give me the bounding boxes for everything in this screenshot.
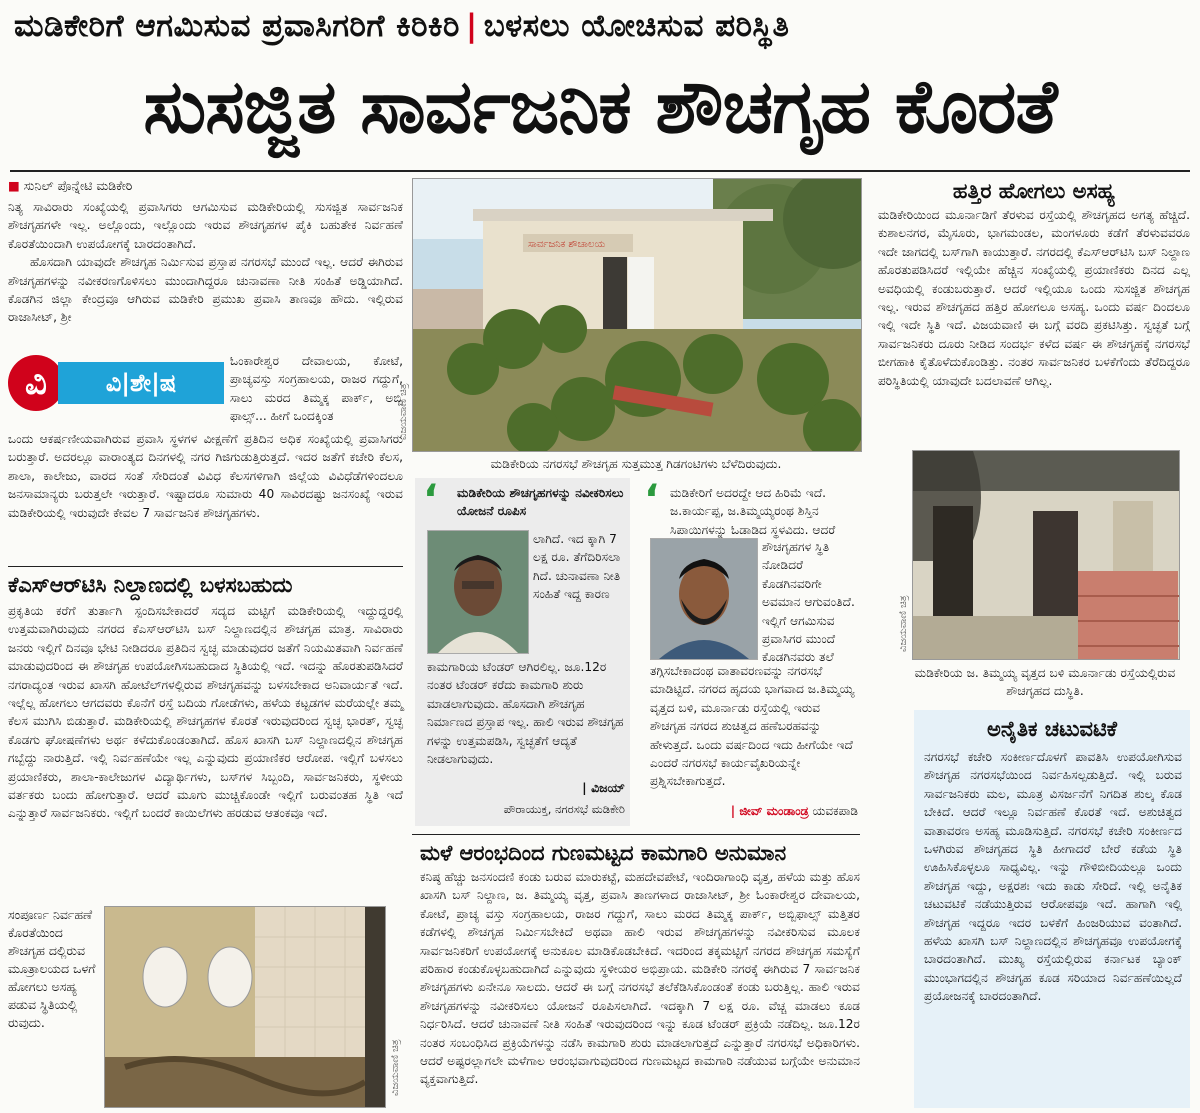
byline — [8, 178, 403, 200]
col1-intro — [8, 198, 403, 348]
col1-subhead: ಕೆಎಸ್‌ಆರ್‌ಟಿಸಿ ನಿಲ್ದಾಣದಲ್ಲಿ ಬಳಸಬಹುದು — [8, 573, 293, 597]
quote-mark-icon: ‘ — [423, 477, 439, 523]
quote-1-role: ಪೌರಾಯುಕ್ತ, ನಗರಸಭೆ ಮಡಿಕೇರಿ — [503, 802, 625, 816]
right-paragraph-2: ನಗರಸಭೆ ಕಚೇರಿ ಸಂಕೀರ್ಣದೊಳಗೆ ಪಾವತಿಸಿ ಉಪಯೋಗಿಸುವ ಶೌಚಗೃಹ ನಗರಸಭೆಯಿಂದ ನಿರ್ವಹಿಸಲ್ಪಡುತ್ತಿದೆ. ಇಲ್ಲಿ ಬರುವ ಸಾರ್ವಜನಿಕರು ಮಲ, ಮೂತ್ರ ವಿಸರ್ಜನೆಗೆ ನಿಗದಿತ ಶುಲ್ಕ ಕೊಡ ಬೇಕಿದೆ. ಆದರೆ ಇಲ್ಲೂ ನಿರ್ವಹಣೆ ಕೊರತೆ ಇದೆ. ಅಶುಚಿತ್ವದ ವಾತಾವರಣ ಅಸಹ್ಯ ಮೂಡಿಸುತ್ತಿದೆ. ನಗರಸಭೆ ಕಚೇರಿ ಸಂಕೀರ್ಣದ ಒಳಗಿರುವ ಶೌಚಗೃಹದ ಸ್ಥಿತಿ ಹೀಗಾದರೆ ಬೇರೆ ಕಡೆಯ ಸ್ಥಿತಿ ಊಹಿಸಿಕೊಳ್ಳಲೂ ಸಾಧ್ಯವಿಲ್ಲ. ಇನ್ನು ಗೌಳಿಬೀದಿಯಲ್ಲೂ ಒಂದು ಶೌಚಗೃಹ ಇದ್ದು, ಅಕ್ಷರಶಃ ಇದು ಕಾಡು ಸೇರಿದೆ. ಇಲ್ಲಿ ಅನೈತಿಕ ಚಟುವಟಿಕೆ ನಡೆಯುತ್ತಿರುವ ಆರೋಪವೂ ಇದೆ. ಹಾಗಾಗಿ ಇಲ್ಲಿ ಶೌಚಗೃಹ ಇದ್ದರೂ ಇದರ ಬಳಕೆಗೆ ಹಿಂಜರಿಯುವ ವಂತಾಗಿದೆ. ಹಳೆಯ ಖಾಸಗಿ ಬಸ್ ನಿಲ್ದಾಣದಲ್ಲಿನ ಶೌಚಗೃಹವೂ ಉಪಯೋಗಕ್ಕೆ ಬಾರದಂತಾಗಿದೆ. ಮುಖ್ಯ ರಸ್ತೆಯಲ್ಲಿರುವ ಕರ್ನಾಟಕ ಬ್ಯಾಂಕ್ ಮುಂಭಾಗದಲ್ಲಿನ ಶೌಚಗೃಹ ಕೂಡ ಸರಿಯಾದ ನಿರ್ವಹಣೆಯಿಲ್ಲದೆ ಪ್ರಯೋಜನಕ್ಕೆ ಬಾರದಂತಾಗಿದೆ. — [924, 750, 1182, 1004]
vishesha-badge — [8, 352, 224, 414]
right-photo-caption: ಮಡಿಕೇರಿಯ ಜ. ತಿಮ್ಮಯ್ಯ ವೃತ್ತದ ಬಳಿ ಮೂರ್ನಾಡು ರಸ್ತೆಯಲ್ಲಿರುವ ಶೌಚಗೃಹದ ದುಸ್ಥಿತಿ. — [914, 666, 1176, 698]
badge-letter: ವಿ — [8, 355, 64, 411]
quote-2-name: | ಜೀವ್ ಮಂಡಾಂಡ್ರ — [730, 804, 809, 818]
center-rule — [412, 834, 860, 835]
urinal-photo-caption: ಸಂಪೂರ್ಣ ನಿರ್ವಹಣೆ ಕೊರತೆಯಿಂದ ಶೌಚಗೃಹ ದಲ್ಲಿರುವ ಮೂತ್ರಾಲಯದ ಒಳಗೆ ಹೋಗಲು ಅಸಹ್ಯ ಪಡುವ ಸ್ಥಿತಿಯಲ್ಲಿ ರುವುದು. — [8, 907, 96, 1030]
kicker-separator: | — [465, 8, 478, 44]
right-subhead-2: ಅನೈತಿಕ ಚಟುವಟಿಕೆ — [987, 717, 1117, 741]
toilet-sign-text: ಸಾರ್ವಜನಿಕ ಶೌಚಾಲಯ — [528, 239, 606, 250]
quote-box-citizen — [640, 478, 860, 826]
quote-1-body: ಕಾಮಗಾರಿಯ ಟೆಂಡರ್ ಆಗಿರಲಿಲ್ಲ. ಜೂ.12ರ ನಂತರ ಟೆಂಡರ್ ಕರೆದು ಕಾಮಗಾರಿ ಶುರು ಮಾಡಲಾಗುವುದು. ಹೊಸದಾಗಿ ಶೌಚಗೃಹ ನಿರ್ಮಾಣದ ಪ್ರಸ್ತಾಪ ಇಲ್ಲ. ಹಾಲಿ ಇರುವ ಶೌಚಗೃಹ ಗಳನ್ನು ಉತ್ತಮಪಡಿಸಿ, ಸ್ವಚ್ಛತೆಗೆ ಆದ್ಯತೆ ನೀಡಲಾಗುವುದು. — [427, 660, 624, 767]
quote-box-commissioner — [415, 478, 630, 826]
kicker-left: ಮಡಿಕೇರಿಗೆ ಆಗಮಿಸುವ ಪ್ರವಾಸಿಗರಿಗೆ ಕಿರಿಕಿರಿ — [14, 8, 460, 44]
quote-2-lead: ಮಡಿಕೇರಿಗೆ ಅದರದ್ದೇ ಆದ ಹಿರಿಮೆ ಇದೆ. ಜ.ಕಾರ್ಯಪ್ಪ, ಜ.ತಿಮ್ಮಯ್ಯರಂಥ ಶಿಸ್ತಿನ ಸಿಪಾಯಿಗಳನ್ನು ಓಡಾಡಿದ ಸ್ಥಳವಿದು. ಆದರೆ — [670, 486, 836, 537]
main-toilet-photo — [412, 178, 862, 452]
byline-square-icon: ■ — [8, 178, 20, 193]
urinal-photo-block — [8, 906, 403, 1106]
col1-paragraph-2: ಹೊಸದಾಗಿ ಯಾವುದೇ ಶೌಚಗೃಹ ನಿರ್ಮಿಸುವ ಪ್ರಸ್ತಾಪ ನಗರಸಭೆ ಮುಂದೆ ಇಲ್ಲ. ಆದರೆ ಈಗಿರುವ ಶೌಚಗೃಹಗಳನ್ನು ನವೀಕರಣಗೊಳಿಸಲು ಮುಂದಾಗಿದ್ದರೂ ಚುನಾವಣಾ ನೀತಿ ಸಂಹಿತೆ ಅಡ್ಡಿಯಾಗಿದೆ. ಕೊಡಗಿನ ಜಿಲ್ಲಾ ಕೇಂದ್ರವೂ ಆಗಿರುವ ಮಡಿಕೇರಿ ಪ್ರಮುಖ ಪ್ರವಾಸಿ ತಾಣವೂ ಹೌದು. ಇಲ್ಲಿರುವ ರಾಜಾಸೀಟ್, ಶ್ರೀ — [8, 255, 403, 325]
quote-2-side: ಶೌಚಗೃಹಗಳ ಸ್ಥಿತಿ ನೋಡಿದರೆ ಕೊಡಗಿನವರಿಗೇ ಅವಮಾನ ಆಗುವಂತಿದೆ. ಇಲ್ಲಿಗೆ ಆಗಮಿಸುವ ಪ್ರವಾಸಿಗರ ಮುಂದೆ ಕೊಡಗಿನವರು ತಲೆ — [762, 540, 855, 665]
urinal-photo — [104, 906, 386, 1108]
urinal-photo-image — [105, 907, 385, 1107]
badge-text: ವಿ|ಶೇ|ಷ — [58, 362, 224, 404]
right-subhead-1: ಹತ್ತಿರ ಹೋಗಲು ಅಸಹ್ಯ — [952, 179, 1116, 203]
byline-text: ಸುನಿಲ್ ಪೊನ್ನೇಟಿ ಮಡಿಕೇರಿ — [23, 178, 133, 193]
headline-rule — [10, 170, 1190, 172]
center-subhead: ಮಳೆ ಆರಂಭದಿಂದ ಗುಣಮಟ್ಟದ ಕಾಮಗಾರಿ ಅನುಮಾನ — [420, 841, 787, 865]
main-photo-caption: ಮಡಿಕೇರಿಯ ನಗರಸಭೆ ಶೌಚಗೃಹ ಸುತ್ತಮುತ್ತ ಗಿಡಗಂಟಿಗಳು ಬೆಳೆದಿರುವುದು. — [490, 457, 782, 471]
col1-paragraph-1: ನಿತ್ಯ ಸಾವಿರಾರು ಸಂಖ್ಯೆಯಲ್ಲಿ ಪ್ರವಾಸಿಗರು ಆಗಮಿಸುವ ಮಡಿಕೇರಿಯಲ್ಲಿ ಸುಸಜ್ಜಿತ ಸಾರ್ವಜನಿಕ ಶೌಚಗೃಹಗಳೇ ಇಲ್ಲ. ಅಲ್ಲೊಂದು, ಇಲ್ಲೊಂದು ಇರುವ ಶೌಚಗೃಹಗಳ ಪೈಕಿ ಬಹುತೇಕ ನಿರ್ವಹಣೆ ಕೊರತೆಯಿಂದಾಗಿ ಉಪಯೋಗಕ್ಕೆ ಬಾರದಂತಾಗಿದೆ. — [8, 200, 403, 251]
citizen-portrait-image — [651, 539, 757, 659]
kicker-right: ಬಳಸಲು ಯೋಚಿಸುವ ಪರಿಸ್ಥಿತಿ — [483, 8, 790, 44]
quote-1-name: | ವಿಜಯ್ — [582, 780, 625, 795]
right-photo-credit: ವಿಜಯವಾಣಿ ಚಿತ್ರ — [898, 595, 909, 652]
quote-2-role: ಯವಕಪಾಡಿ — [812, 804, 858, 818]
col1-paragraph-4: ಪ್ರಕೃತಿಯ ಕರೆಗೆ ತುರ್ತಾಗಿ ಸ್ಪಂದಿಸಬೇಕಾದರೆ ಸದ್ಯದ ಮಟ್ಟಿಗೆ ಮಡಿಕೇರಿಯಲ್ಲಿ ಇದ್ದುದ್ದರಲ್ಲಿ ಉತ್ತಮವಾಗಿರುವುದು ನಗರದ ಕೆಎಸ್‌ಆರ್‌ಟಿಸಿ ಬಸ್ ನಿಲ್ದಾಣದಲ್ಲಿನ ಶೌಚಗೃಹ ಮಾತ್ರ. ಸಾವಿರಾರು ಜನರು ಇಲ್ಲಿಗೆ ದಿನವೂ ಭೇಟಿ ನೀಡಿದರೂ ಪ್ರತಿದಿನ ಸ್ವಚ್ಛ ಮಾಡುವುದರ ಜತೆಗೆ ನಿಯಮಿತವಾಗಿ ನಿರ್ವಹಣೆ ಮಾಡುವುದರಿಂದ ಈ ಶೌಚಗೃಹ ಉಪಯೋಗಿಸಬಹುದಾದ ಸ್ಥಿತಿಯಲ್ಲಿ ಇದೆ. ಇದನ್ನು ಹೊರತುಪಡಿಸಿದರೆ ನಗರಾದ್ಯಂತ ಇರುವ ಖಾಸಗಿ ಹೋಟೆಲ್‌ಗಳಲ್ಲಿರುವ ಶೌಚಗೃಹವನ್ನು ಬಳಸಬೇಕಾದ ಅನಿವಾರ್ಯತೆ ಇದೆ. ಇಲ್ಲೆಲ್ಲ ಹೋಗಲು ಆಗದವರು ಕೊನೆಗೆ ರಸ್ತೆ ಬದಿಯ ಗೋಡೆಗಳು, ಹಳೆಯ ಕಟ್ಟಡಗಳ ಮರೆಯಲ್ಲೇ ತಮ್ಮ ಕೆಲಸ ಮುಗಿಸಿ ಬಿಡುತ್ತಾರೆ. ಮಡಿಕೇರಿಯಲ್ಲಿ ಶೌಚಗೃಹಗಳ ಕೊರತೆ ಇರುವುದರಿಂದ ಸ್ವಚ್ಛ ಭಾರತ್, ಸ್ವಚ್ಛ ಕೊಡಗು ಘೋಷಣೆಗಳು ಅರ್ಥ ಕಳೆದುಕೊಂಡಂತಾಗಿದೆ. ಹೊಸ ಖಾಸಗಿ ಬಸ್ ನಿಲ್ದಾಣದಲ್ಲಿನ ಶೌಚಗೃಹ ಗಬ್ಬೆದ್ದು ನಾರುತ್ತಿದೆ. ಇಲ್ಲಿ ನಿರ್ವಹಣೆಯೇ ಇಲ್ಲ ಎನ್ನುವುದು ಪ್ರಯಾಣಿಕರ ಆರೋಪ. ಇಲ್ಲಿಗೆ ಬಳಸಲು ಪ್ರಯಾಣಿಕರು, ಶಾಲಾ-ಕಾಲೇಜುಗಳ ವಿದ್ಯಾರ್ಥಿಗಳು, ಬಸ್‌ಗಳ ಸಿಬ್ಬಂದಿ, ಸಾರ್ವಜನಿಕರು, ಸ್ಥಳೀಯ ವರ್ತಕರು ಬಂದು ಹೋಗುತ್ತಾರೆ. ಆದರೆ ಮೂಗು ಮುಚ್ಚಿಕೊಂಡೇ ಇಲ್ಲಿಗೆ ಬರುವಂತಹ ಸ್ಥಿತಿ ಇದೆ ಎನ್ನುತ್ತಾರೆ ಸಾರ್ವಜನಿಕರು. ಇಲ್ಲಿಗೆ ಬಂದರೆ ಕಾಯಿಲೆಗಳು ಹರಡುವ ಆತಂಕವೂ ಇದೆ. — [8, 604, 403, 821]
quote-1-side: ಲಾಗಿದೆ. ಇದ ಕ್ಕಾಗಿ 7 ಲಕ್ಷ ರೂ. ತೆಗೆದಿರಿಸಲಾ ಗಿದೆ. ಚುನಾವಣಾ ನೀತಿ ಸಂಹಿತೆ ಇದ್ದ ಕಾರಣ — [533, 532, 621, 602]
col1-wrap-text: ಓಂಕಾರೇಶ್ವರ ದೇವಾಲಯ, ಕೋಟೆ, ಪ್ರಾಚ್ಯವಸ್ತು ಸಂಗ್ರಹಾಲಯ, ರಾಜರ ಗದ್ದುಗೆ, ಸಾಲು ಮರದ ತಿಮ್ಮಕ್ಕ ಪಾರ್ಕ್, ಅಬ್ಬಿ ಫಾಲ್ಸ್... ಹೀಗೆ ಒಂದಕ್ಕಿಂತ — [230, 354, 403, 424]
commissioner-portrait-image — [428, 531, 528, 653]
right-toilet-photo — [912, 450, 1180, 660]
citizen-portrait — [650, 538, 758, 660]
quote-2-body: ತಗ್ಗಿಸಬೇಕಾದಂಥ ವಾತಾವರಣವನ್ನು ನಗರಸಭೆ ಮಾಡಿಟ್ಟಿದೆ. ನಗರದ ಹೃದಯ ಭಾಗವಾದ ಜ.ತಿಮ್ಮಯ್ಯ ವೃತ್ತದ ಬಳಿ, ಮೂರ್ನಾಡು ರಸ್ತೆಯಲ್ಲಿ ಇರುವ ಶೌಚಗೃಹ ನಗರದ ಶುಚಿತ್ವದ ಹಣೆಬರಹವನ್ನು ಹೇಳುತ್ತದೆ. ಒಂದು ವರ್ಷದಿಂದ ಇದು ಹೀಗೆಯೇ ಇದೆ ಎಂದರೆ ನಗರಸಭೆ ಕಾರ್ಯವೈಖರಿಯನ್ನೇ ಪ್ರಶ್ನಿಸಬೇಕಾಗುತ್ತದೆ. — [650, 664, 855, 789]
urinal-photo-credit: ವಿಜಯವಾಣಿ ಚಿತ್ರ — [390, 1039, 401, 1096]
right-toilet-photo-image — [913, 451, 1179, 659]
center-paragraph: ಕನಿಷ್ಠ ಹೆಚ್ಚು ಜನಸಂದಣಿ ಕಂಡು ಬರುವ ಮಾರುಕಟ್ಟೆ, ಮಹದೇವಪೇಟೆ, ಇಂದಿರಾಗಾಂಧಿ ವೃತ್ತ, ಹಳೆಯ ಮತ್ತು ಹೊಸ ಖಾಸಗಿ ಬಸ್ ನಿಲ್ದಾಣ, ಜ. ತಿಮ್ಮಯ್ಯ ವೃತ್ತ, ಪ್ರವಾಸಿ ತಾಣಗಳಾದ ರಾಜಾಸೀಟ್, ಶ್ರೀ ಓಂಕಾರೇಶ್ವರ ದೇವಾಲಯ, ಕೋಟೆ, ಪ್ರಾಚ್ಯ ವಸ್ತು ಸಂಗ್ರಹಾಲಯ, ರಾಜರ ಗದ್ದುಗೆ, ಸಾಲು ಮರದ ತಿಮ್ಮಕ್ಕ ಪಾರ್ಕ್, ಅಬ್ಬಿಫಾಲ್ಸ್ ಮತ್ತಿತರ ಕಡೆಗಳಲ್ಲಿ ಶೌಚಗೃಹ ನಿರ್ಮಿಸಬೇಕಿದೆ ಅಥವಾ ಹಾಲಿ ಇರುವ ಶೌಚಗೃಹಗಳನ್ನು ನವೀಕರಿಸುವ ಮೂಲಕ ಸಾರ್ವಜನಿಕರಿಗೆ ಉಪಯೋಗಕ್ಕೆ ಅನುಕೂಲ ಮಾಡಿಕೊಡಬೇಕಿದೆ. ಇದರಿಂದ ತಕ್ಕಮಟ್ಟಿಗೆ ನಗರದ ಶೌಚಗೃಹ ಸಮಸ್ಯೆಗೆ ಪರಿಹಾರ ಕಂಡುಕೊಳ್ಳಬಹುದಾಗಿದೆ ಎನ್ನುವುದು ಸ್ಥಳೀಯರ ಅಭಿಪ್ರಾಯ. ಮಡಿಕೇರಿ ನಗರಕ್ಕೆ ಈಗಿರುವ 7 ಸಾರ್ವಜನಿಕ ಶೌಚಗೃಹಗಳು ಏನೇನೂ ಸಾಲದು. ಆದರೆ ಈ ಬಗ್ಗೆ ನಗರಸಭೆ ತಲೆಕೆಡಿಸಿಕೊಂಡಂತೆ ಕಂಡು ಬರುತ್ತಿಲ್ಲ. ಹಾಲಿ ಇರುವ ಶೌಚಗೃಹಗಳನ್ನು ನವೀಕರಿಸಲು ಯೋಜನೆ ರೂಪಿಸಲಾಗಿದೆ. ಇದಕ್ಕಾಗಿ 7 ಲಕ್ಷ ರೂ. ವೆಚ್ಚ ಮಾಡಲು ಕೂಡ ನಿರ್ಧರಿಸಿದೆ. ಆದರೆ ಚುನಾವಣೆ ನೀತಿ ಸಂಹಿತೆ ಇರುವುದರಿಂದ ಇನ್ನು ಕೂಡ ಟೆಂಡರ್ ಪ್ರಕ್ರಿಯೆ ನಡೆದಿಲ್ಲ. ಜೂ.12ರ ನಂತರ ಸಂಬಂಧಿಸಿದ ಪ್ರಕ್ರಿಯೆಗಳನ್ನು ನಡೆಸಿ ಕಾಮಗಾರಿ ಶುರು ಮಾಡಲಾಗುತ್ತದೆ ಎನ್ನುತ್ತಾರೆ ನಗರಸಭೆ ಅಧಿಕಾರಿಗಳು. ಆದರೆ ಅಷ್ಟರಲ್ಲಾಗಲೇ ಮಳೆಗಾಲ ಆರಂಭವಾಗುವುದರಿಂದ ಗುಣಮಟ್ಟದ ಕಾಮಗಾರಿ ನಡೆಯುವ ಬಗ್ಗೆಯೇ ಅನುಮಾನ ವ್ಯಕ್ತವಾಗುತ್ತಿದೆ. — [420, 870, 860, 1087]
right-paragraph-1: ಮಡಿಕೇರಿಯಿಂದ ಮೂರ್ನಾಡಿಗೆ ತೆರಳುವ ರಸ್ತೆಯಲ್ಲಿ ಶೌಚಗೃಹದ ಅಗತ್ಯ ಹೆಚ್ಚಿದೆ. ಕುಶಾಲನಗರ, ಮೈಸೂರು, ಭಾಗಮಂಡಲ, ಮಂಗಳೂರು ಕಡೆಗೆ ತೆರಳುವವರೂ ಇದೇ ಜಾಗದಲ್ಲಿ ಬಸ್‌ಗಾಗಿ ಕಾಯುತ್ತಾರೆ. ನಗರದಲ್ಲಿ ಕೆಎಸ್‌ಆರ್‌ಟಿಸಿ ಬಸ್ ನಿಲ್ದಾಣ ಹೊರತುಪಡಿಸಿದರೆ ಇಲ್ಲಿಯೇ ಹೆಚ್ಚಿನ ಸಂಖ್ಯೆಯಲ್ಲಿ ಪ್ರಯಾಣಿಕರು ದಿನದ ಎಲ್ಲ ಅವಧಿಯಲ್ಲಿ ಕಂಡುಬರುತ್ತಾರೆ. ಆದರೆ ಇಲ್ಲಿಯೂ ಒಂದು ಸುಸಜ್ಜಿತ ಶೌಚಗೃಹ ಇಲ್ಲ. ಇರುವ ಶೌಚಗೃಹದ ಹತ್ತಿರ ಹೋಗಲೂ ಅಸಹ್ಯ. ಒಂದು ವರ್ಷ ದಿಂದಲೂ ಇಲ್ಲಿ ಇದೇ ಸ್ಥಿತಿ ಇದೆ. ವಿಜಯವಾಣಿ ಈ ಬಗ್ಗೆ ವರದಿ ಪ್ರಕಟಿಸಿತ್ತು. ಸ್ವಚ್ಛತೆ ಬಗ್ಗೆ ಸಾರ್ವಜನಿಕರು ದೂರು ನೀಡಿದ ಸಂದರ್ಭ ಕಳೆದ ವರ್ಷ ಈ ಶೌಚಗೃಹಕ್ಕೆ ನಗರಸಭೆ ಬೀಗಹಾಕಿ ಕೈತೊಳೆದುಕೊಂಡಿತ್ತು. ನಂತರ ಸಾರ್ವಜನಿಕರ ಬಳಕೆಗೆಂದು ತೆರೆದಿದ್ದರೂ ಪರಿಸ್ಥಿತಿಯಲ್ಲಿ ಯಾವುದೇ ಬದಲಾವಣೆ ಆಗಿಲ್ಲ. — [878, 208, 1190, 388]
kicker-line — [14, 8, 1186, 46]
main-toilet-photo-image — [413, 179, 861, 451]
col1-paragraph-3: ಒಂದು ಆಕರ್ಷಣೀಯವಾಗಿರುವ ಪ್ರವಾಸಿ ಸ್ಥಳಗಳ ವೀಕ್ಷಣೆಗೆ ಪ್ರತಿದಿನ ಅಧಿಕ ಸಂಖ್ಯೆಯಲ್ಲಿ ಪ್ರವಾಸಿಗರು ಬರುತ್ತಾರೆ. ಅದರಲ್ಲೂ ವಾರಾಂತ್ಯದ ದಿನಗಳಲ್ಲಿ ನಗರ ಗಿಜಿಗುಡುತ್ತಿರುತ್ತದೆ. ಇದರ ಜತೆಗೆ ಕಚೇರಿ ಕೆಲಸ, ಶಾಲಾ, ಕಾಲೇಜು, ವಾರದ ಸಂತೆ ಸೇರಿದಂತೆ ವಿವಿಧ ಕೆಲಸಗಳಿಗಾಗಿ ಜಿಲ್ಲೆಯ ವಿವಿಧೆಡೆಗಳಿಂದಲೂ ಜನಸಾಮಾನ್ಯರು ಬರುತ್ತಲೇ ಇರುತ್ತಾರೆ. ಇಷ್ಟಾದರೂ ಸುಮಾರು 40 ಸಾವಿರದಷ್ಟು ಜನಸಂಖ್ಯೆ ಇರುವ ಮಡಿಕೇರಿಯಲ್ಲಿ ಇರುವುದೇ ಕೇವಲ 7 ಸಾರ್ವಜನಿಕ ಶೌಚಗೃಹಗಳು. — [8, 432, 403, 520]
quote-2-byline — [650, 804, 858, 819]
main-photo-credit: ವಿಜಯವಾಣಿ ಚಿತ್ರ — [398, 383, 409, 440]
sidebar-box — [914, 710, 1190, 1108]
headline: ಸುಸಜ್ಜಿತ ಸಾರ್ವಜನಿಕ ಶೌಚಗೃಹ ಕೊರತೆ — [143, 64, 1057, 150]
quote-2-mark-icon: ‘ — [644, 477, 660, 523]
commissioner-portrait — [427, 530, 529, 654]
quote-1-lead: ಮಡಿಕೇರಿಯ ಶೌಚಗೃಹಗಳನ್ನು ನವೀಕರಿಸಲು ಯೋಜನೆ ರೂಪಿಸ — [457, 486, 624, 519]
col1-rule — [8, 566, 403, 567]
